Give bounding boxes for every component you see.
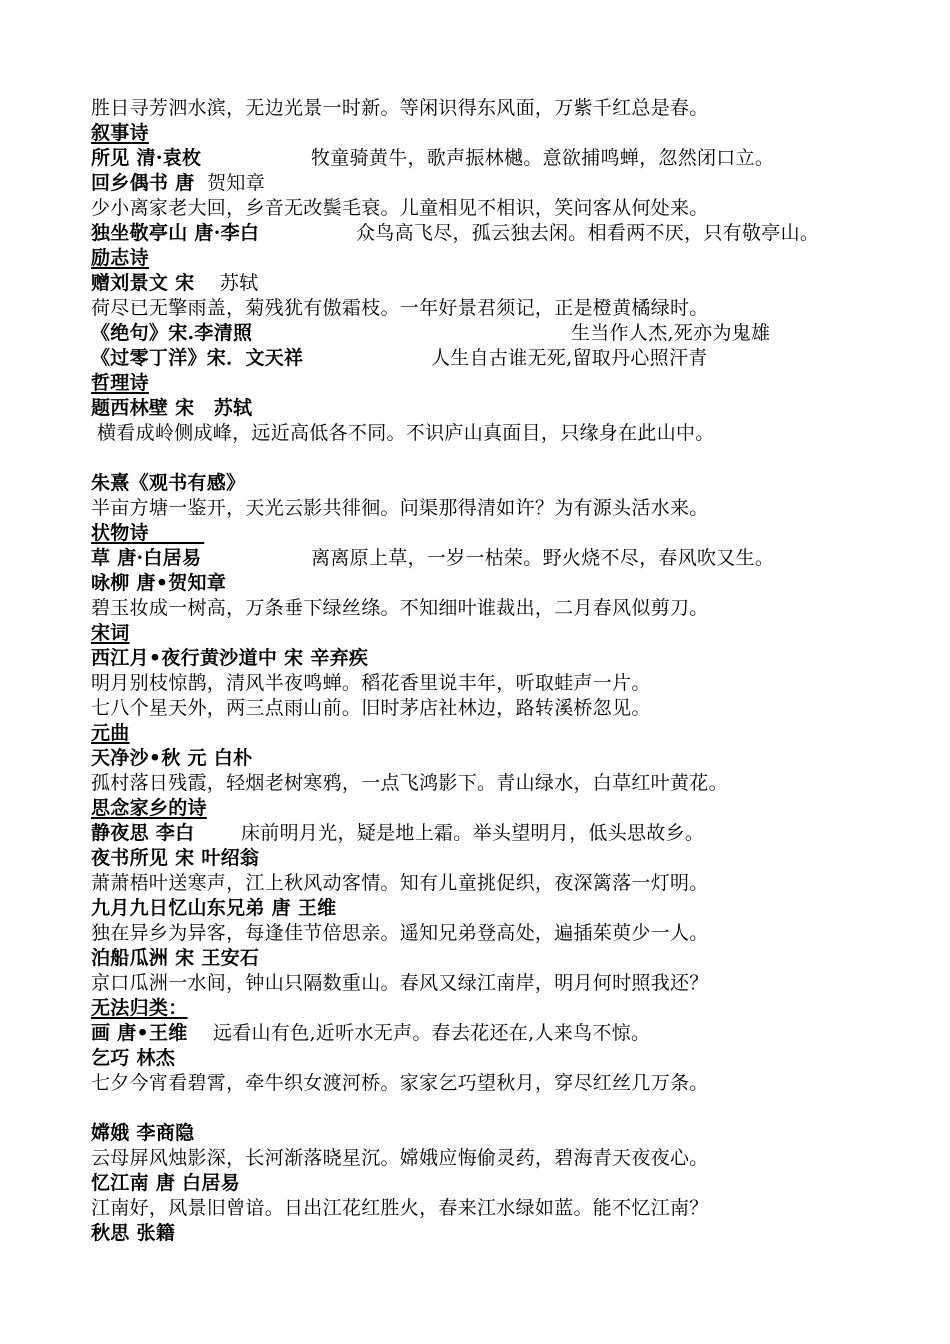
poem-title: 《过零丁洋》宋．文天祥	[91, 347, 304, 369]
poem-text: 荷尽已无擎雨盖，菊残犹有傲霜枝。一年好景君须记，正是橙黄橘绿时。	[91, 297, 709, 319]
poem-title: 九月九日忆山东兄弟 唐 王维	[91, 897, 337, 919]
poem-title: 草 唐·白居易	[91, 547, 202, 569]
poem-text: 碧玉妆成一树高，万条垂下绿丝绦。不知细叶谁裁出，二月春风似剪刀。	[91, 597, 709, 619]
poem-title: 独坐敬亭山 唐·李白	[91, 222, 260, 244]
poem-text: 明月别枝惊鹊，清风半夜鸣蝉。稻花香里说丰年，听取蛙声一片。	[91, 672, 651, 694]
poem-text: 牧童骑黄牛，歌声振林樾。意欲捕鸣蝉，忽然闭口立。	[311, 147, 775, 169]
poem-title: 所见 清·袁枚	[91, 147, 202, 169]
poem-title: 天净沙•秋 元 白朴	[91, 747, 253, 769]
poem-entry	[91, 271, 891, 296]
poem-title: 赠刘景文 宋	[91, 272, 195, 294]
section-heading-homesick: 思念家乡的诗	[91, 797, 207, 819]
poem-entry	[91, 546, 891, 571]
poem-entry	[91, 346, 891, 371]
poem-text: 萧萧梧叶送寒声，江上秋风动客情。知有儿童挑促织，夜深篱落一灯明。	[91, 872, 709, 894]
poem-title: 西江月•夜行黄沙道中 宋 辛弃疾	[91, 647, 369, 669]
poem-entry	[91, 171, 891, 196]
poem-title: 回乡偶书 唐	[91, 172, 195, 194]
poem-text: 孤村落日残霞，轻烟老树寒鸦，一点飞鸿影下。青山绿水，白草红叶黄花。	[91, 772, 728, 794]
poem-text: 远看山有色,近听水无声。春去花还在,人来鸟不惊。	[213, 1022, 651, 1044]
poem-text: 床前明月光，疑是地上霜。举头望明月，低头思故乡。	[241, 822, 705, 844]
poem-text: 众鸟高飞尽，孤云独去闲。相看两不厌，只有敬亭山。	[356, 222, 820, 244]
section-heading-yuanqu: 元曲	[91, 722, 130, 744]
poem-title: 静夜思 李白	[91, 822, 195, 844]
blank-line	[91, 446, 891, 471]
poem-text: 少小离家老大回，乡音无改鬓毛衰。儿童相见不相识，笑问客从何处来。	[91, 197, 709, 219]
poem-text: 离离原上草，一岁一枯荣。野火烧不尽，春风吹又生。	[311, 547, 775, 569]
section-heading-philosophy: 哲理诗	[91, 372, 149, 394]
poem-author: 贺知章	[207, 172, 266, 194]
poem-entry	[91, 221, 891, 246]
poem-entry	[91, 321, 891, 346]
poem-text: 生当作人杰,死亦为鬼雄	[571, 322, 771, 344]
poem-title: 嫦娥 李商隐	[91, 1122, 195, 1144]
poem-entry	[91, 1021, 891, 1046]
poem-text: 人生自古谁无死,留取丹心照汗青	[431, 347, 708, 369]
poem-title: 《绝句》宋.李清照	[91, 322, 253, 344]
section-heading-inspire: 励志诗	[91, 247, 149, 269]
poem-title: 朱熹《观书有感》	[91, 472, 246, 494]
poem-text: 七八个星天外，两三点雨山前。旧时茅店社林边，路转溪桥忽见。	[91, 697, 651, 719]
poem-title: 忆江南 唐 白居易	[91, 1172, 240, 1194]
poem-title: 夜书所见 宋 叶绍翁	[91, 847, 260, 869]
poem-author: 苏轼	[219, 272, 259, 294]
blank-line	[91, 1096, 891, 1121]
poem-text: 江南好，风景旧曾谙。日出江花红胜火，春来江水绿如蓝。能不忆江南？	[91, 1197, 709, 1219]
section-heading-narrative: 叙事诗	[91, 122, 149, 144]
poem-line: 胜日寻芳泗水滨，无边光景一时新。等闲识得东风面，万紫千红总是春。	[91, 97, 709, 119]
poem-text: 七夕今宵看碧霄，牵牛织女渡河桥。家家乞巧望秋月，穿尽红丝几万条。	[91, 1072, 709, 1094]
poem-title: 乞巧 林杰	[91, 1047, 176, 1069]
poem-entry	[91, 146, 891, 171]
poem-title: 咏柳 唐•贺知章	[91, 572, 227, 594]
poem-text: 京口瓜洲一水间，钟山只隔数重山。春风又绿江南岸，明月何时照我还？	[91, 972, 709, 994]
poem-text: 半亩方塘一鉴开，天光云影共徘徊。问渠那得清如许？为有源头活水来。	[91, 497, 709, 519]
section-heading-unclassified: 无法归类：	[91, 997, 188, 1019]
poem-title: 题西林壁 宋 苏轼	[91, 397, 253, 419]
document-page	[91, 96, 891, 1246]
poem-text: 独在异乡为异客，每逢佳节倍思亲。遥知兄弟登高处，遍插茱萸少一人。	[91, 922, 709, 944]
poem-entry	[91, 821, 891, 846]
poem-text: 横看成岭侧成峰，远近高低各不同。不识庐山真面目，只缘身在此山中。	[97, 422, 715, 444]
poem-title: 泊船瓜洲 宋 王安石	[91, 947, 260, 969]
section-heading-songci: 宋词	[91, 622, 130, 644]
poem-title: 秋思 张籍	[91, 1222, 176, 1244]
poem-text: 云母屏风烛影深，长河渐落晓星沉。嫦娥应悔偷灵药，碧海青天夜夜心。	[91, 1147, 709, 1169]
poem-title: 画 唐•王维	[91, 1022, 188, 1044]
section-heading-object: 状物诗	[91, 522, 149, 544]
